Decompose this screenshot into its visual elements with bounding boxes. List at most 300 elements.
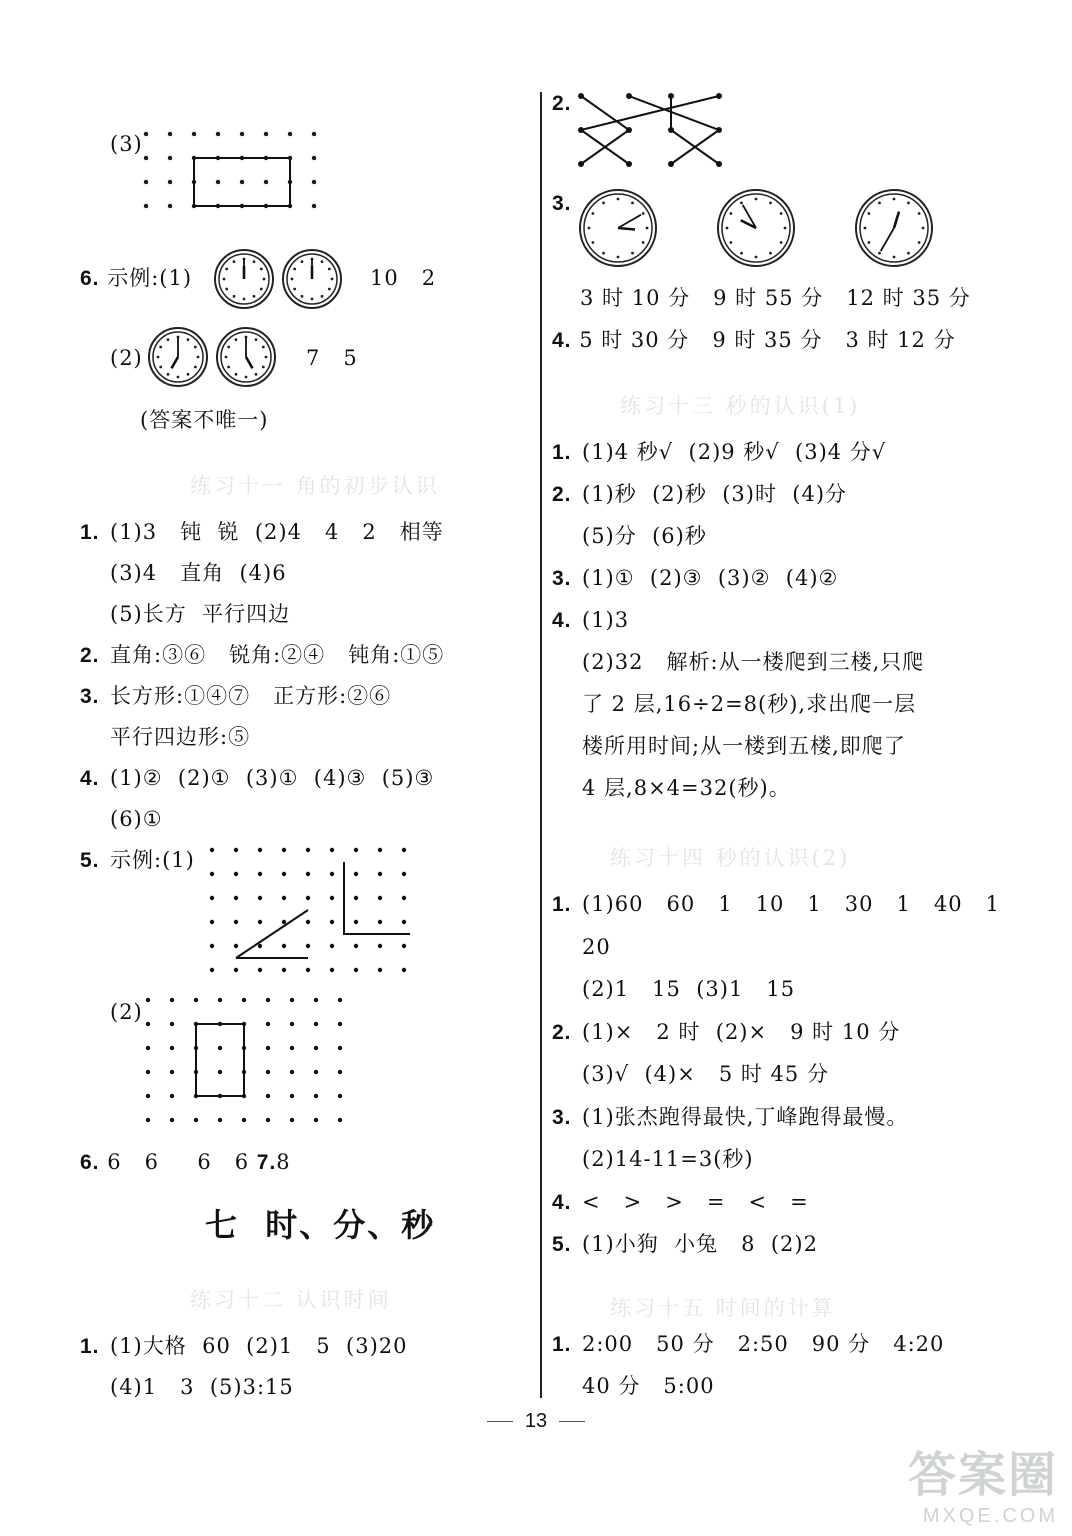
answer-line (552, 1188, 809, 1217)
grid-dot (288, 132, 292, 136)
grid-dot (378, 872, 382, 876)
grid-dot (338, 1094, 342, 1098)
answer-line (80, 641, 444, 670)
answer-text: 2:00 50 分 2:50 90 分 4:20 (582, 1332, 945, 1356)
clock-tick (729, 241, 732, 244)
faded-heading-left-2: 练习十二 认识时间 (190, 1288, 392, 1312)
chapter-title: 七 时、分、秒 (205, 1206, 436, 1244)
answer-line (80, 764, 434, 793)
answer-text: 平行四边形:⑤ (110, 725, 251, 749)
answer-text: 示例:(1) (110, 848, 195, 872)
grid-dot (290, 1070, 294, 1074)
grid-dot (402, 872, 406, 876)
clock-tick (194, 366, 197, 369)
clock-tick (642, 212, 645, 215)
grid-dot (234, 944, 238, 948)
answer-line (552, 438, 886, 467)
answer-line (552, 890, 1000, 919)
faded-heading-right-3: 练习十五 时间的计算 (610, 1296, 836, 1320)
answer-line (552, 1103, 908, 1132)
grid-dot (194, 1118, 198, 1122)
grid-dot (144, 132, 148, 136)
question-number: 2. (552, 1020, 572, 1044)
clock-tick (293, 288, 296, 291)
clock-tick (167, 373, 170, 376)
grid-dot (290, 1046, 294, 1050)
answer-line (552, 1330, 944, 1359)
grid-dot (314, 1094, 318, 1098)
answer-line (80, 518, 444, 547)
clock-tick (328, 268, 331, 271)
faded-heading-right-2: 练习十四 秒的认识(2) (610, 846, 851, 870)
clock-tick (867, 241, 870, 244)
grid-dot (168, 156, 172, 160)
grid-dot (354, 872, 358, 876)
answer-line (552, 933, 611, 961)
match-dot (578, 127, 584, 133)
grid-dot (210, 920, 214, 924)
q3-number: 3. (552, 192, 572, 215)
grid-dot (402, 968, 406, 972)
answer-line (80, 805, 163, 833)
clock-tick (167, 338, 170, 341)
answer-line (552, 1145, 754, 1173)
faded-heading-right-1: 练习十三 秒的认识(1) (620, 394, 861, 418)
match-dot (578, 93, 584, 99)
clock-tick (255, 338, 258, 341)
clock-tick (227, 366, 230, 369)
answer-line (80, 1332, 407, 1361)
question-number: 4. (80, 767, 100, 790)
grid-dot (170, 1046, 174, 1050)
dot-grid-angles (200, 840, 430, 990)
clock-tick (867, 212, 870, 215)
grid-dot (210, 968, 214, 972)
match-dot (626, 161, 632, 167)
right-clocks-row (578, 188, 938, 270)
clock-tick (755, 256, 758, 259)
clock-tick (159, 366, 162, 369)
clock-tick (631, 252, 634, 255)
answer-text: (1)小狗 小兔 8 (2)2 (582, 1232, 818, 1256)
grid-dot (192, 132, 196, 136)
grid-dot (378, 920, 382, 924)
grid-dot (378, 944, 382, 948)
grid-dot (314, 1046, 318, 1050)
answer-text: (3)√ (4)× 5 时 45 分 (582, 1062, 829, 1086)
answer-text: (5)分 (6)秒 (582, 524, 707, 548)
q7-text: 8 (276, 1150, 291, 1174)
grid-dot (338, 1118, 342, 1122)
grid-dot (264, 180, 268, 184)
clock-tick (177, 376, 180, 379)
clock-tick (907, 201, 910, 204)
answer-line (80, 559, 287, 587)
clock-tick (233, 260, 236, 263)
page-number-bar (0, 1410, 1072, 1433)
grid-dot (314, 1022, 318, 1026)
q6-note: (答案不唯一) (140, 408, 269, 432)
grid-dot (354, 944, 358, 948)
column-divider (540, 92, 542, 1398)
clock-tick (253, 260, 256, 263)
grid-dot (378, 968, 382, 972)
answer-text: 楼所用时间;从一楼到五楼,即爬了 (582, 734, 906, 758)
clock-tick (755, 198, 758, 201)
grid-dot (234, 920, 238, 924)
grid-dot (314, 1118, 318, 1122)
answer-line (552, 732, 906, 760)
clock-tick (918, 241, 921, 244)
grid-dot (338, 1022, 342, 1026)
clock-tick (617, 198, 620, 201)
answer-text: (1)60 60 1 10 1 30 1 40 1 (582, 892, 1001, 916)
match-dot (668, 127, 674, 133)
clock-tick (588, 227, 591, 230)
grid-dot (234, 872, 238, 876)
grid-dot (402, 920, 406, 924)
grid-dot (194, 998, 198, 1002)
grid-dot (306, 968, 310, 972)
answer-line (552, 690, 916, 718)
grid-dot (216, 132, 220, 136)
grid-dot (282, 920, 286, 924)
grid-dot (266, 1094, 270, 1098)
clock-tick (922, 227, 925, 230)
answer-line (552, 975, 795, 1003)
answer-text: < > > = < = (582, 1189, 809, 1214)
q6-text1: 示例:(1) (107, 266, 193, 290)
answer-text: (1)3 钝 锐 (2)4 4 2 相等 (110, 520, 444, 544)
grid-dot (168, 180, 172, 184)
clock-times: 3 时 10 分 9 时 55 分 12 时 35 分 (580, 286, 971, 310)
grid-dot (170, 1022, 174, 1026)
answer-text: (1)4 秒√ (2)9 秒√ (3)4 分√ (582, 440, 887, 464)
clock-tick (893, 256, 896, 259)
clock-tick (311, 298, 314, 301)
grid-dot (354, 896, 358, 900)
q6b-line (80, 1148, 291, 1177)
clock-tick (878, 252, 881, 255)
grid-dot (290, 1022, 294, 1026)
clock-tick (740, 201, 743, 204)
answer-text: 20 (582, 934, 611, 959)
answer-line (552, 1018, 900, 1047)
grid-dot (144, 204, 148, 208)
grid-dot (144, 156, 148, 160)
match-dot (668, 161, 674, 167)
grid-dot (266, 998, 270, 1002)
matching-lines-diagram (575, 88, 735, 170)
match-line (629, 96, 719, 130)
question-number: 5. (80, 849, 100, 872)
grid-dot (218, 1046, 222, 1050)
answer-text: 4 层,8×4=32(秒)。 (582, 776, 791, 800)
q4-line (552, 326, 956, 355)
clock-tick (907, 252, 910, 255)
answer-text: (1)大格 60 (2)1 5 (3)20 (110, 1334, 408, 1358)
grid-dot (146, 1094, 150, 1098)
grid-dot (354, 848, 358, 852)
clock-tick (245, 376, 248, 379)
question-number: 3. (552, 1105, 572, 1129)
answer-text: (5)长方 平行四边 (110, 602, 291, 626)
grid-dot (258, 968, 262, 972)
clock-tick (642, 241, 645, 244)
clock-tick (617, 256, 620, 259)
clock-tick (878, 201, 881, 204)
watermark-logo: 答案圈 (907, 1449, 1058, 1502)
clock-tick (262, 366, 265, 369)
clock-tick (260, 288, 263, 291)
grid-dot (312, 180, 316, 184)
clock-tick (631, 201, 634, 204)
grid-dot (266, 1022, 270, 1026)
grid-dot (306, 848, 310, 852)
grid-dot (402, 944, 406, 948)
answer-text: (1)秒 (2)秒 (3)时 (4)分 (582, 482, 848, 506)
grid-dot (312, 204, 316, 208)
q5-3-label: (3) (110, 132, 143, 156)
match-dot (716, 127, 722, 133)
match-line (581, 96, 719, 130)
q4-text: 5 时 30 分 9 时 35 分 3 时 12 分 (579, 328, 956, 352)
question-number: 3. (552, 567, 572, 590)
clock-tick (328, 288, 331, 291)
question-number: 1. (552, 893, 572, 916)
clock-tick (769, 252, 772, 255)
grid-dot (210, 872, 214, 876)
clock-tick (321, 295, 324, 298)
left-clocks-row2 (146, 326, 286, 388)
clock-tick (301, 295, 304, 298)
dot-grid-rectangle (140, 128, 340, 238)
grid-dot (210, 848, 214, 852)
clock-tick (740, 252, 743, 255)
left-clocks-row1 (212, 248, 352, 310)
clock-tick (591, 212, 594, 215)
question-number: 1. (80, 521, 100, 544)
clock-tick (321, 260, 324, 263)
q2-number: 2. (552, 92, 572, 115)
q6b-number: 6. (80, 1151, 100, 1174)
clock-tick (194, 346, 197, 349)
grid-dot (282, 848, 286, 852)
grid-dot (234, 848, 238, 852)
grid-dot (330, 872, 334, 876)
clock-tick (262, 346, 265, 349)
clock-tick (918, 212, 921, 215)
grid-dot (170, 1070, 174, 1074)
grid-dot (210, 896, 214, 900)
grid-dot (354, 968, 358, 972)
grid-dot (170, 1094, 174, 1098)
grid-dot (258, 920, 262, 924)
grid-dot (338, 1070, 342, 1074)
answer-text: (1)张杰跑得最快,丁峰跑得最慢。 (582, 1104, 909, 1129)
grid-dot (266, 1046, 270, 1050)
match-dot (716, 161, 722, 167)
answer-text: 直角:③⑥ 锐角:②④ 钝角:①⑤ (110, 643, 445, 667)
grid-dot (258, 944, 262, 948)
grid-dot (170, 1118, 174, 1122)
grid-dot (146, 1022, 150, 1026)
grid-dot (306, 944, 310, 948)
question-number: 1. (552, 441, 572, 464)
grid-dot (266, 1118, 270, 1122)
grid-dot (338, 998, 342, 1002)
clock-tick (893, 198, 896, 201)
grid-dot (378, 896, 382, 900)
answer-line (80, 682, 391, 711)
clock-tick (223, 278, 226, 281)
grid-dot (218, 1118, 222, 1122)
question-number: 1. (552, 1333, 572, 1356)
answer-text: (1)② (2)① (3)① (4)③ (5)③ (110, 766, 435, 790)
grid-dot (216, 180, 220, 184)
match-dot (668, 93, 674, 99)
match-dot (626, 127, 632, 133)
answer-text: (2)14-11=3(秒) (582, 1147, 754, 1171)
grid-dot (306, 920, 310, 924)
clock-tick (602, 252, 605, 255)
clock-tick (864, 227, 867, 230)
grid-dot (258, 896, 262, 900)
page-number: 13 (524, 1410, 548, 1432)
grid-dot (282, 896, 286, 900)
answer-text: (1)① (2)③ (3)② (4)② (582, 566, 839, 590)
grid-dot (282, 944, 286, 948)
grid-dot (168, 204, 172, 208)
grid-dot (330, 968, 334, 972)
clock-tick (729, 212, 732, 215)
answer-text: (6)① (110, 807, 163, 831)
q7-number: 7. (256, 1151, 277, 1174)
answer-line (552, 1060, 829, 1088)
clock-tick (253, 295, 256, 298)
grid-dot (314, 998, 318, 1002)
clock-tick (187, 373, 190, 376)
answer-text: (2)32 解析:从一楼爬到三楼,只爬 (582, 650, 925, 674)
question-number: 1. (80, 1335, 100, 1358)
grid-dot (264, 132, 268, 136)
answer-line (552, 522, 707, 550)
grid-dot (240, 132, 244, 136)
clock-tick (235, 338, 238, 341)
rectangle-shape (196, 1024, 244, 1096)
answer-text: 长方形:①④⑦ 正方形:②⑥ (110, 684, 392, 708)
question-number: 5. (552, 1233, 572, 1256)
answer-line (552, 480, 847, 509)
grid-dot (314, 1070, 318, 1074)
grid-dot (378, 848, 382, 852)
grid-dot (282, 872, 286, 876)
clock-tick (293, 268, 296, 271)
answer-line (552, 1372, 715, 1400)
q6-vals2: 7 5 (306, 346, 358, 370)
grid-dot (330, 848, 334, 852)
clock-tick (235, 373, 238, 376)
grid-dot (258, 872, 262, 876)
question-number: 3. (80, 685, 100, 708)
q6-text2: (2) (110, 346, 143, 370)
answer-text: (1)3 (582, 608, 630, 632)
grid-dot (402, 848, 406, 852)
match-dot (626, 93, 632, 99)
clock-tick (291, 278, 294, 281)
answer-line (552, 774, 791, 802)
grid-dot (312, 156, 316, 160)
grid-dot (242, 998, 246, 1002)
grid-dot (146, 1070, 150, 1074)
question-number: 4. (552, 609, 572, 632)
answer-line (552, 648, 924, 676)
question-number: 2. (80, 644, 100, 667)
answer-line (552, 564, 838, 593)
clock-tick (159, 346, 162, 349)
faded-heading-left-1: 练习十一 角的初步认识 (190, 474, 440, 498)
grid-dot (338, 1046, 342, 1050)
answer-line (552, 1230, 818, 1259)
clock-tick (243, 298, 246, 301)
clock-tick (769, 201, 772, 204)
q6-vals1: 10 2 (370, 266, 437, 290)
clock-tick (591, 241, 594, 244)
grid-dot (146, 1046, 150, 1050)
clock-tick (265, 356, 268, 359)
watermark (908, 1436, 1058, 1528)
match-dot (716, 93, 722, 99)
match-dot (578, 161, 584, 167)
q6-number: 6. (80, 267, 100, 290)
grid-dot (146, 998, 150, 1002)
clock-tick (780, 241, 783, 244)
answer-text: (2)1 15 (3)1 15 (582, 977, 796, 1001)
grid-dot (234, 896, 238, 900)
clock-tick (263, 278, 266, 281)
grid-dot (266, 1070, 270, 1074)
clock-tick (255, 373, 258, 376)
grid-dot (306, 872, 310, 876)
question-number: 2. (552, 483, 572, 506)
grid-dot (170, 998, 174, 1002)
answer-line (80, 723, 250, 751)
angle-line-1 (236, 910, 308, 958)
answer-line (80, 1373, 294, 1401)
answer-text: (1)× 2 时 (2)× 9 时 10 分 (582, 1019, 901, 1044)
clock-tick (780, 212, 783, 215)
question-number: 4. (552, 1190, 572, 1214)
hour-hand (618, 228, 635, 229)
grid-dot (312, 132, 316, 136)
grid-dot (210, 944, 214, 948)
answer-text: (3)4 直角 (4)6 (110, 561, 287, 585)
grid-dot (290, 1118, 294, 1122)
grid-dot (402, 896, 406, 900)
clock-tick (157, 356, 160, 359)
dot-grid-rectangle-2 (140, 990, 370, 1140)
clock-tick (225, 356, 228, 359)
grid-dot (146, 1118, 150, 1122)
grid-dot (218, 1070, 222, 1074)
grid-dot (330, 896, 334, 900)
clock-tick (301, 260, 304, 263)
answer-line (80, 600, 290, 628)
grid-dot (240, 180, 244, 184)
clock-tick (331, 278, 334, 281)
clock-tick (233, 295, 236, 298)
clock-tick (225, 288, 228, 291)
